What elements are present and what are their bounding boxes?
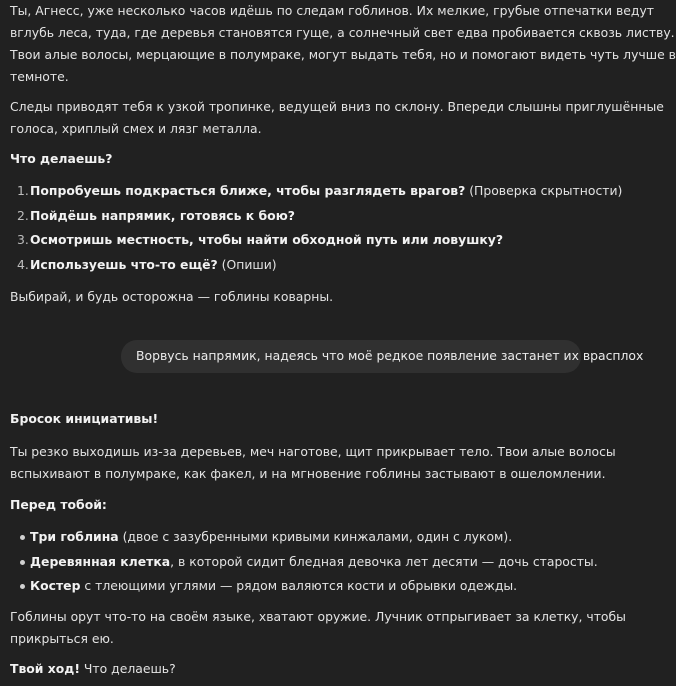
- text-line: темноте.: [10, 69, 69, 84]
- your-move-bold: Твой ход!: [10, 661, 80, 676]
- before-you-text: Перед тобой:: [10, 497, 107, 512]
- paragraph: [10, 441, 616, 485]
- list-number: 1.: [17, 183, 29, 198]
- bullet-text: с тлеющими углями — рядом валяются кости и обрывки одежды.: [80, 578, 518, 593]
- scene-list: [10, 526, 598, 600]
- option-bold: Пойдёшь напрямик, готовясь к бою?: [30, 207, 295, 223]
- text-line: Гоблины орут что-то на своём языке, хватают оружие. Лучник отпрыгивает за клетку, чтобы: [10, 609, 626, 624]
- list-item: [10, 205, 622, 230]
- text-line: Ты, Агнесс, уже несколько часов идёшь по следам гоблинов. Их мелкие, грубые отпечатки ведут: [10, 3, 655, 18]
- question-text: Что делаешь?: [10, 151, 113, 166]
- list-number: 4.: [17, 256, 29, 272]
- before-you-heading: [10, 494, 107, 516]
- closing-line: Выбирай, и будь осторожна — гоблины коварны.: [10, 289, 334, 304]
- question-heading: [10, 148, 112, 170]
- text-line: голоса, хриплый смех и лязг металла.: [10, 121, 262, 136]
- bullet-icon: [20, 584, 25, 589]
- list-number: 2.: [17, 207, 29, 223]
- text-line: Ты резко выходишь из-за деревьев, меч наготове, щит прикрывает тело. Твои алые волосы: [10, 444, 616, 459]
- bullet-text: (двое с зазубренными кривыми кинжалами, один с луком).: [118, 529, 513, 544]
- list-item: [10, 575, 598, 600]
- list-item: [10, 229, 622, 254]
- text-line: Твои алые волосы, мерцающие в полумраке, могут выдать тебя, но и помогают видеть чуть лучше в: [10, 47, 676, 62]
- option-bold: Используешь что-то ещё?: [30, 256, 218, 272]
- initiative-heading: [10, 408, 158, 430]
- text-line: вглубь леса, туда, где деревья становятся гуще, а солнечный свет едва пробивается сквозь листву.: [10, 25, 675, 40]
- options-list: [10, 180, 622, 278]
- bullet-text: , в которой сидит бледная девочка лет десяти — дочь старосты.: [170, 553, 598, 569]
- list-item: [10, 254, 622, 279]
- option-bold: Попробуешь подкрасться ближе, чтобы разглядеть врагов?: [30, 183, 466, 198]
- paragraph: [10, 606, 626, 650]
- list-item: [10, 526, 598, 551]
- bullet-bold: Три гоблина: [30, 529, 119, 544]
- user-message-bubble: [121, 340, 644, 373]
- bullet-icon: [20, 535, 25, 540]
- assistant-message: [10, 0, 676, 88]
- heading-text: Бросок инициативы!: [10, 411, 159, 426]
- text-line: прикрыться ею.: [10, 631, 114, 646]
- list-item: [10, 551, 598, 576]
- list-item: [10, 180, 622, 205]
- option-note: (Опиши): [217, 256, 277, 272]
- bullet-icon: [20, 560, 25, 565]
- list-number: 3.: [17, 232, 29, 247]
- your-move-line: [10, 658, 176, 680]
- intro-paragraph: [10, 0, 676, 88]
- bullet-bold: Костер: [30, 578, 81, 593]
- text-line: вспыхивают в полумраке, как факел, и на мгновение гоблины застывают в ошеломлении.: [10, 466, 606, 481]
- option-note: (Проверка скрытности): [465, 183, 623, 198]
- bullet-bold: Деревянная клетка: [30, 553, 171, 569]
- option-bold: Осмотришь местность, чтобы найти обходной путь или ловушку?: [30, 232, 504, 247]
- text-line: Следы приводят тебя к узкой тропинке, ведущей вниз по склону. Впереди слышны приглушённые: [10, 99, 664, 114]
- user-message-text: Ворвусь напрямик, надеясь что моё редкое появление застанет их врасплох: [136, 348, 644, 363]
- paragraph: [10, 96, 664, 140]
- your-move-text: Что делаешь?: [79, 661, 176, 676]
